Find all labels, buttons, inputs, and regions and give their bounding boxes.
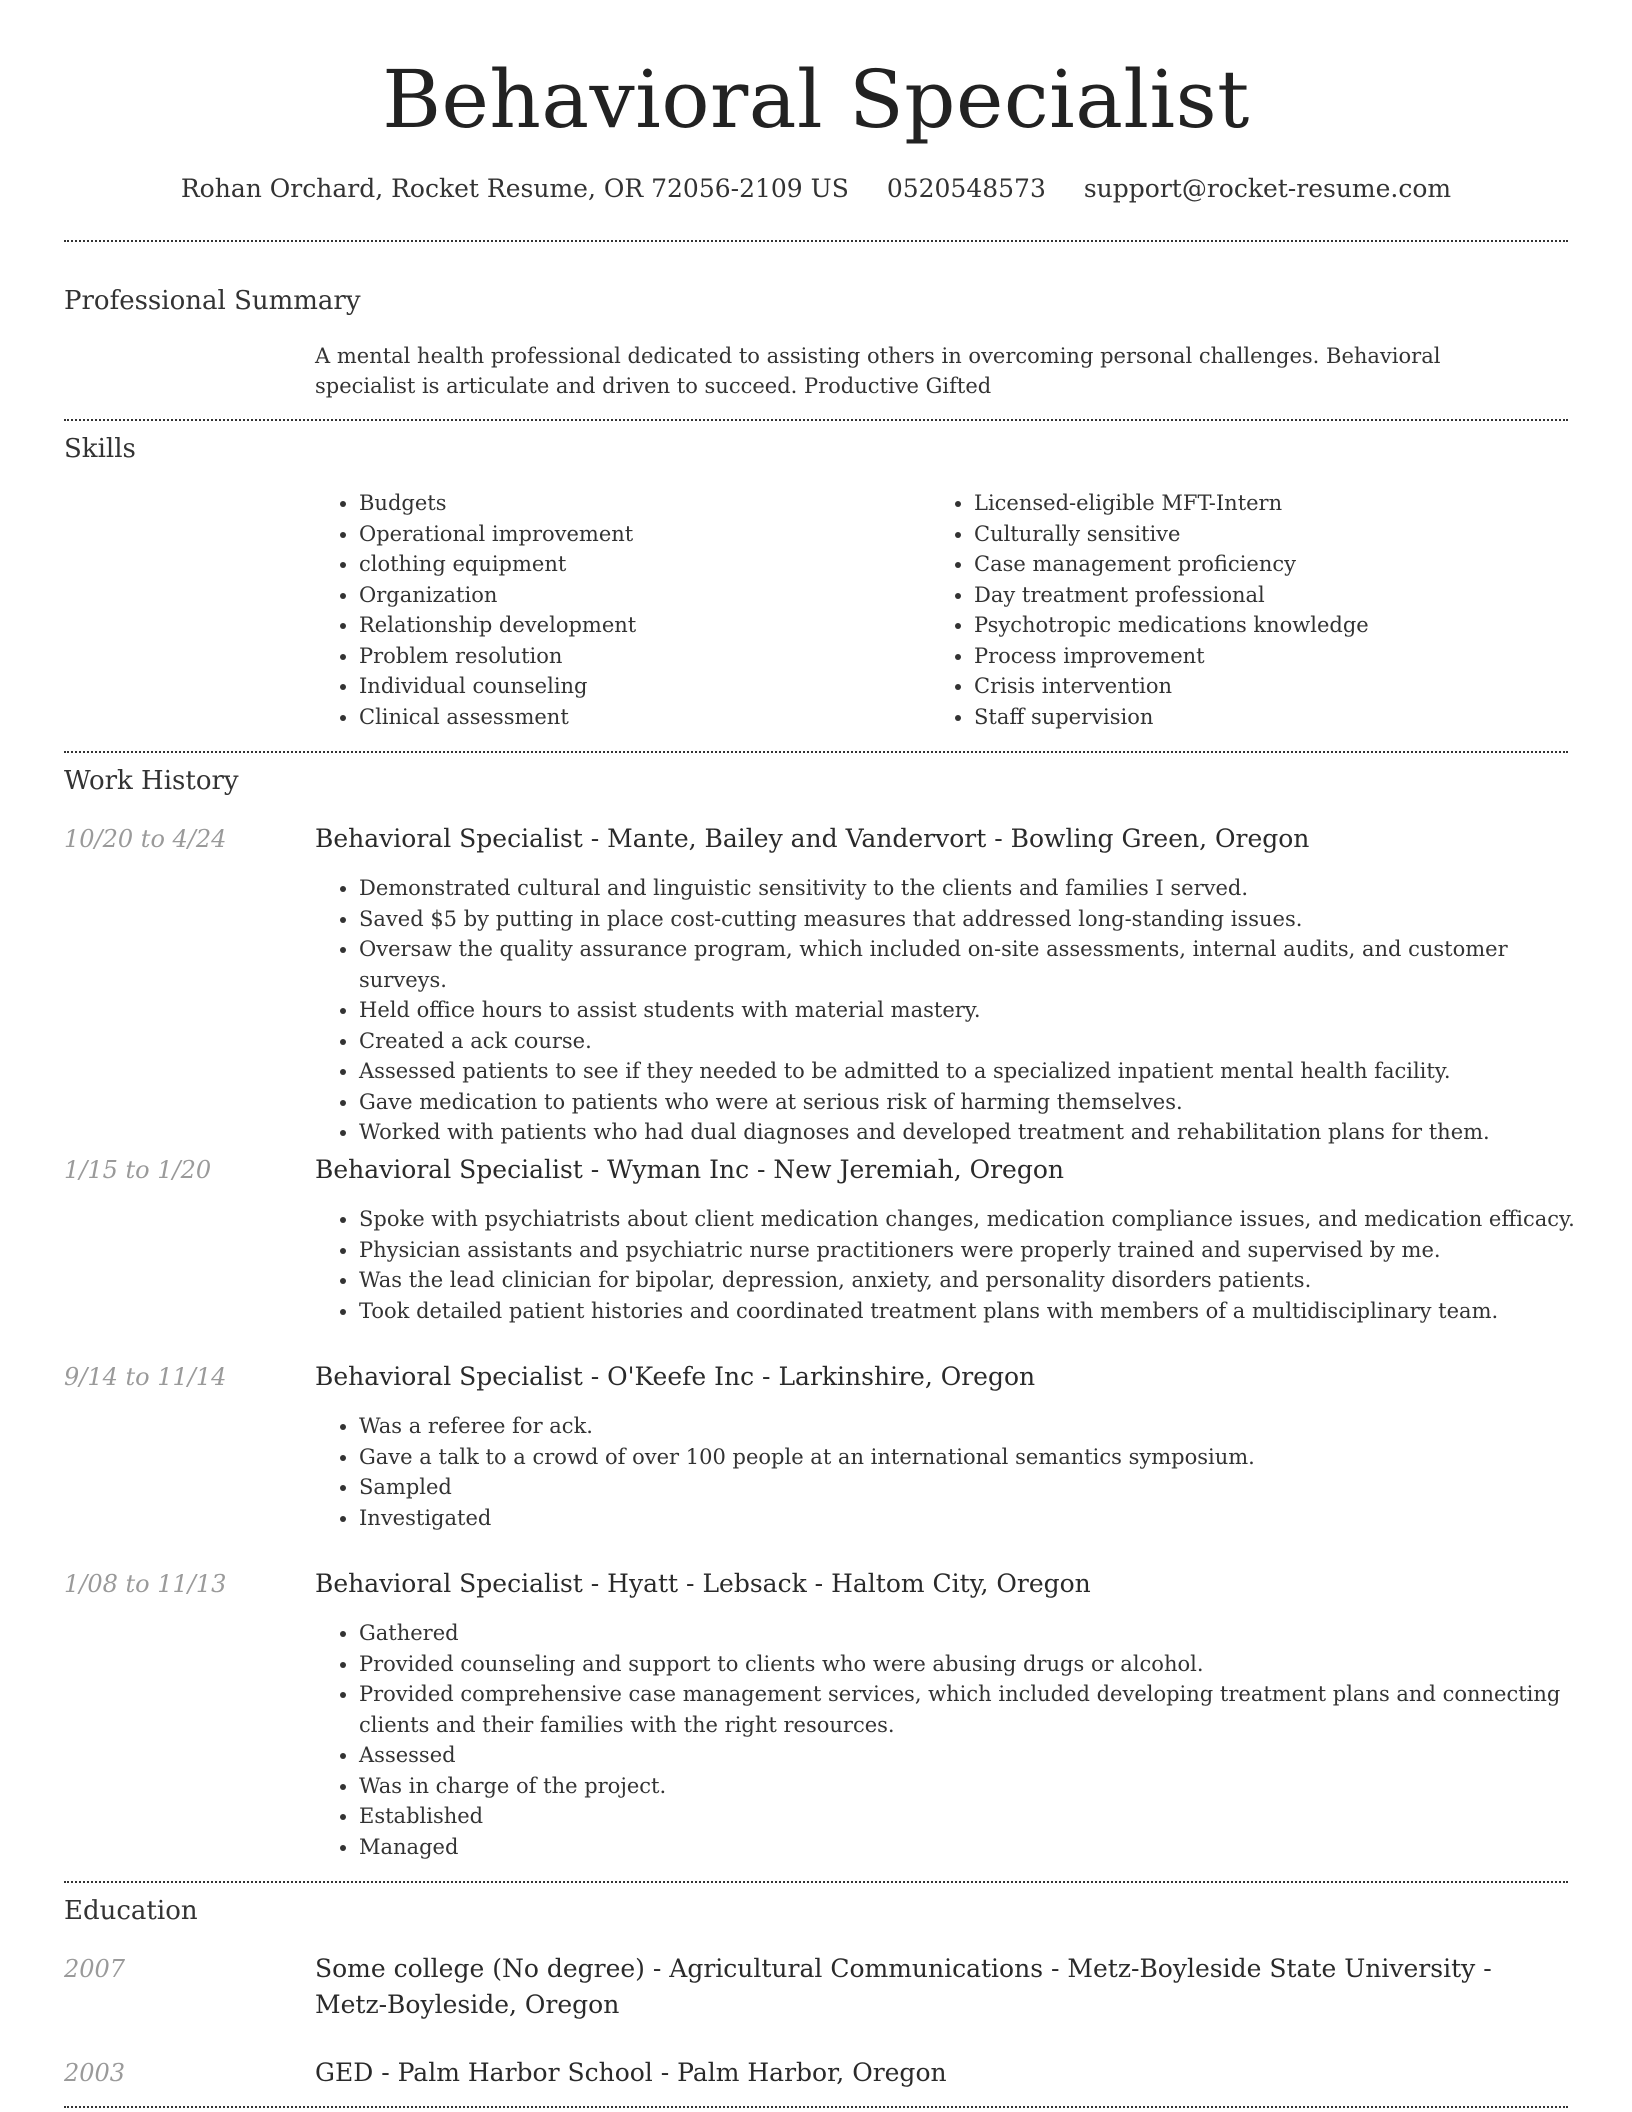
skill-item: • Organization (359, 580, 919, 611)
job-bullets (315, 1618, 1579, 1862)
job-bullet: • Gave a talk to a crowd of over 100 people at an international semantics symposium. (359, 1442, 1579, 1473)
skill-item: • clothing equipment (359, 549, 919, 580)
job-dates: 10/20 to 4/24 (64, 825, 227, 853)
job-dates: 1/15 to 1/20 (64, 1156, 212, 1184)
job-bullet: • Sampled (359, 1472, 1579, 1503)
job-bullet: • Provided counseling and support to clients who were abusing drugs or alcohol. (359, 1649, 1579, 1680)
job-bullet: • Oversaw the quality assurance program, which included on-site assessments, internal audits, and customer surveys. (359, 934, 1579, 995)
resume-title: Behavioral Specialist (382, 53, 1250, 146)
skill-item: • Budgets (359, 488, 919, 519)
job-bullet: • Gathered (359, 1618, 1579, 1649)
summary-text: A mental health professional dedicated to assisting others in overcoming personal challenges. Behavioral specialist is articulate and driven to succeed. Productive Gifted (315, 344, 1441, 398)
job-bullet: • Was in charge of the project. (359, 1771, 1579, 1802)
skill-item: • Psychotropic medications knowledge (974, 610, 1574, 641)
divider (64, 751, 1568, 753)
skill-item: • Clinical assessment (359, 702, 919, 733)
skill-item: • Culturally sensitive (974, 519, 1574, 550)
job-bullet: • Worked with patients who had dual diagnoses and developed treatment and rehabilitation plans for them. (359, 1117, 1579, 1148)
job-title: Behavioral Specialist - Wyman Inc - New Jeremiah, Oregon (315, 1155, 1064, 1184)
section-heading-education: Education (64, 1896, 198, 1926)
job-bullet: • Assessed patients to see if they needed to be admitted to a specialized inpatient mental health facility. (359, 1056, 1579, 1087)
skill-item: • Problem resolution (359, 641, 919, 672)
skill-item: • Operational improvement (359, 519, 919, 550)
skill-item: • Crisis intervention (974, 671, 1574, 702)
job-bullet: • Created a ack course. (359, 1026, 1579, 1057)
skill-item: • Licensed-eligible MFT-Intern (974, 488, 1574, 519)
job-bullet: • Saved $5 by putting in place cost-cutting measures that addressed long-standing issues. (359, 904, 1579, 935)
job-bullet: • Demonstrated cultural and linguistic sensitivity to the clients and families I served. (359, 873, 1579, 904)
divider (64, 240, 1568, 242)
education-entry: GED - Palm Harbor School - Palm Harbor, Oregon (315, 2058, 947, 2087)
skill-item: • Relationship development (359, 610, 919, 641)
section-heading-skills: Skills (64, 434, 136, 464)
divider (64, 2106, 1568, 2108)
skill-item: • Staff supervision (974, 702, 1574, 733)
job-bullet: • Investigated (359, 1503, 1579, 1534)
job-title: Behavioral Specialist - Mante, Bailey and Vandervort - Bowling Green, Oregon (315, 824, 1310, 853)
job-dates: 9/14 to 11/14 (64, 1363, 227, 1391)
job-bullet: • Provided comprehensive case management services, which included developing treatment plans and connecting clients and their families with the right resources. (359, 1679, 1579, 1740)
skills-list-right (930, 488, 1574, 732)
job-bullet: • Gave medication to patients who were at serious risk of harming themselves. (359, 1087, 1579, 1118)
section-heading-work: Work History (64, 766, 239, 796)
education-entry: Some college (No degree) - Agricultural Communications - Metz-Boyleside State University - Metz-Boyleside, Oregon (315, 1954, 1492, 2019)
section-heading-summary: Professional Summary (64, 286, 361, 316)
contact-phone: 0520548573 (886, 174, 1046, 203)
job-dates: 1/08 to 11/13 (64, 1570, 227, 1598)
contact-address: Rohan Orchard, Rocket Resume, OR 72056-2109 US (180, 174, 849, 203)
divider (64, 1881, 1568, 1883)
education-year: 2003 (64, 2059, 126, 2087)
contact-line (0, 172, 1632, 206)
skills-list-left (315, 488, 919, 732)
contact-email: support@rocket-resume.com (1083, 174, 1452, 203)
job-title: Behavioral Specialist - Hyatt - Lebsack - Haltom City, Oregon (315, 1569, 1091, 1598)
divider (64, 419, 1568, 421)
job-bullets (315, 1204, 1579, 1326)
skill-item: • Day treatment professional (974, 580, 1574, 611)
job-bullets (315, 1411, 1579, 1533)
skill-item: • Process improvement (974, 641, 1574, 672)
job-bullet: • Physician assistants and psychiatric nurse practitioners were properly trained and supervised by me. (359, 1235, 1579, 1266)
job-title: Behavioral Specialist - O'Keefe Inc - Larkinshire, Oregon (315, 1362, 1036, 1391)
job-bullet: • Assessed (359, 1740, 1579, 1771)
job-bullet: • Spoke with psychiatrists about client medication changes, medication compliance issues, and medication efficacy. (359, 1204, 1579, 1235)
job-bullet: • Took detailed patient histories and coordinated treatment plans with members of a multidisciplinary team. (359, 1296, 1579, 1327)
job-bullet: • Was the lead clinician for bipolar, depression, anxiety, and personality disorders patients. (359, 1265, 1579, 1296)
job-bullet: • Was a referee for ack. (359, 1411, 1579, 1442)
job-bullet: • Established (359, 1801, 1579, 1832)
skill-item: • Case management proficiency (974, 549, 1574, 580)
job-bullets (315, 873, 1579, 1148)
skill-item: • Individual counseling (359, 671, 919, 702)
job-bullet: • Held office hours to assist students with material mastery. (359, 995, 1579, 1026)
education-year: 2007 (64, 1955, 126, 1983)
job-bullet: • Managed (359, 1832, 1579, 1863)
